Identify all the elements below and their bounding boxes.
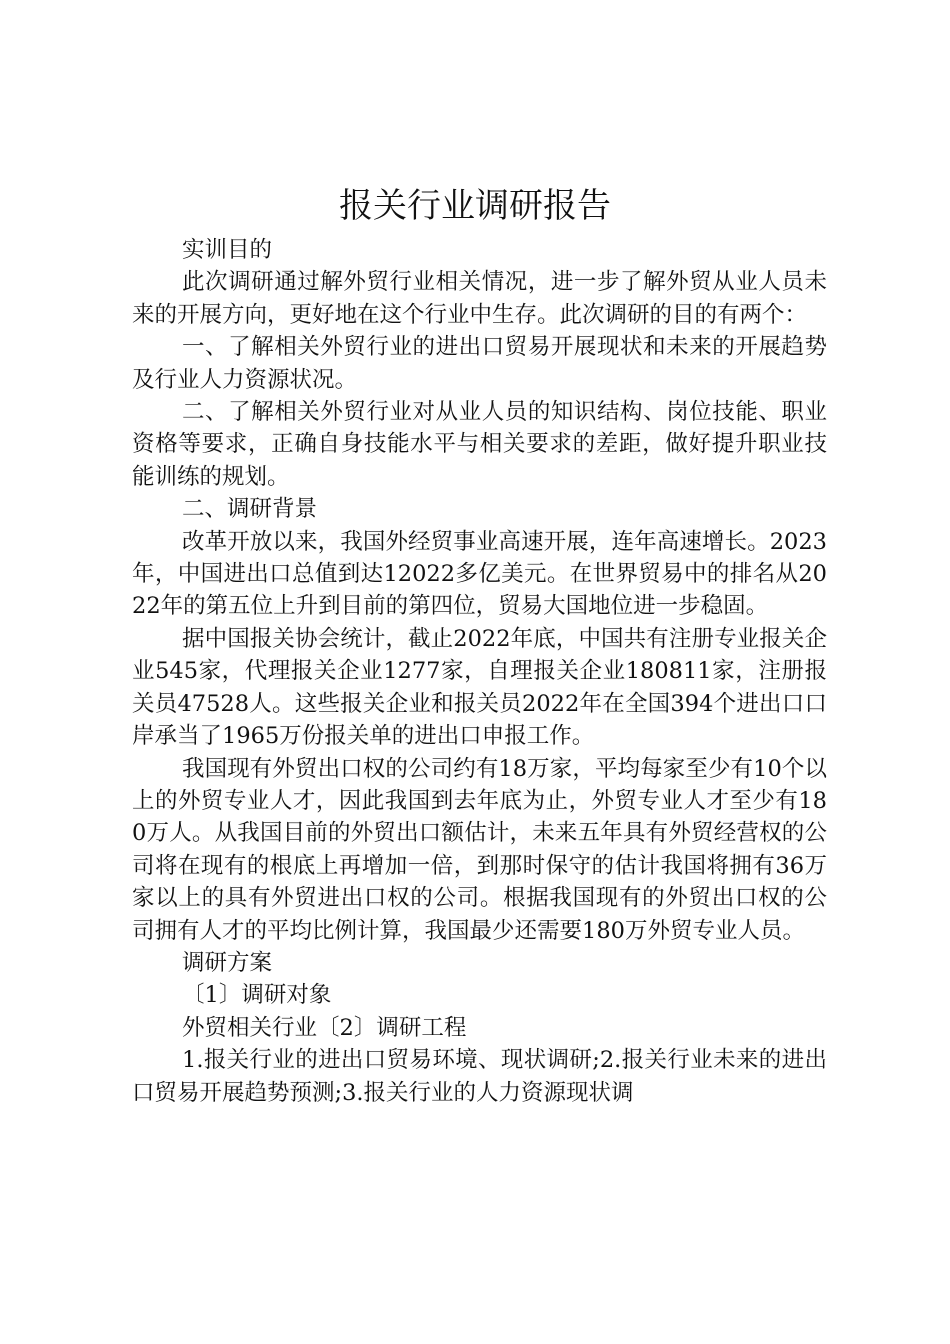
document-title: 报关行业调研报告 bbox=[339, 186, 611, 226]
heading-research-plan: 调研方案 bbox=[182, 949, 273, 976]
paragraph-background-trade: 改革开放以来，我国外经贸事业高速开展，连年高速增长。2023年，中国进出口总值到达12022多亿美元。在世界贸易中的排名从2022年的第五位上升到目前的第四位，贸易大国地位进一步稳固。 bbox=[132, 528, 827, 620]
paragraph-research-items: 1.报关行业的进出口贸易环境、现状调研;2.报关行业未来的进出口贸易开展趋势预测;3.报关行业的人力资源现状调 bbox=[132, 1047, 827, 1106]
paragraph-purpose-intro: 此次调研通过解外贸行业相关情况，进一步了解外贸从业人员未来的开展方向，更好地在这个行业中生存。此次调研的目的有两个： bbox=[132, 269, 827, 328]
heading-training-purpose: 实训目的 bbox=[182, 237, 273, 263]
document-body bbox=[132, 234, 827, 1109]
heading-research-background: 二、调研背景 bbox=[182, 496, 318, 523]
heading-research-target: 〔1〕调研对象 bbox=[182, 982, 332, 1009]
paragraph-background-talent: 我国现有外贸出口权的公司约有18万家，平均每家至少有10个以上的外贸专业人才，因此我国到去年底为止，外贸专业人才至少有180万人。从我国目前的外贸出口额估计，未来五年具有外贸经营权的公司将在现有的根底上再增加一倍，到那时保守的估计我国将拥有36万家以上的具有外贸进出口权的公司。根据我国现有的外贸出口权的公司拥有人才的平均比例计算，我国最少还需要180万外贸专业人员。 bbox=[132, 755, 827, 944]
paragraph-purpose-two: 二、了解相关外贸行业对从业人员的知识结构、岗位技能、职业资格等要求，正确自身技能水平与相关要求的差距，做好提升职业技能训练的规划。 bbox=[132, 399, 827, 490]
paragraph-research-target: 外贸相关行业〔2〕调研工程 bbox=[182, 1014, 467, 1041]
paragraph-purpose-one: 一、了解相关外贸行业的进出口贸易开展现状和未来的开展趋势及行业人力资源状况。 bbox=[132, 334, 827, 393]
paragraph-background-customs: 据中国报关协会统计，截止2022年底，中国共有注册专业报关企业545家，代理报关企业1277家，自理报关企业180811家，注册报关员47528人。这些报关企业和报关员2022年在全国394个进出口口岸承当了1965万份报关单的进出口申报工作。 bbox=[132, 625, 827, 750]
